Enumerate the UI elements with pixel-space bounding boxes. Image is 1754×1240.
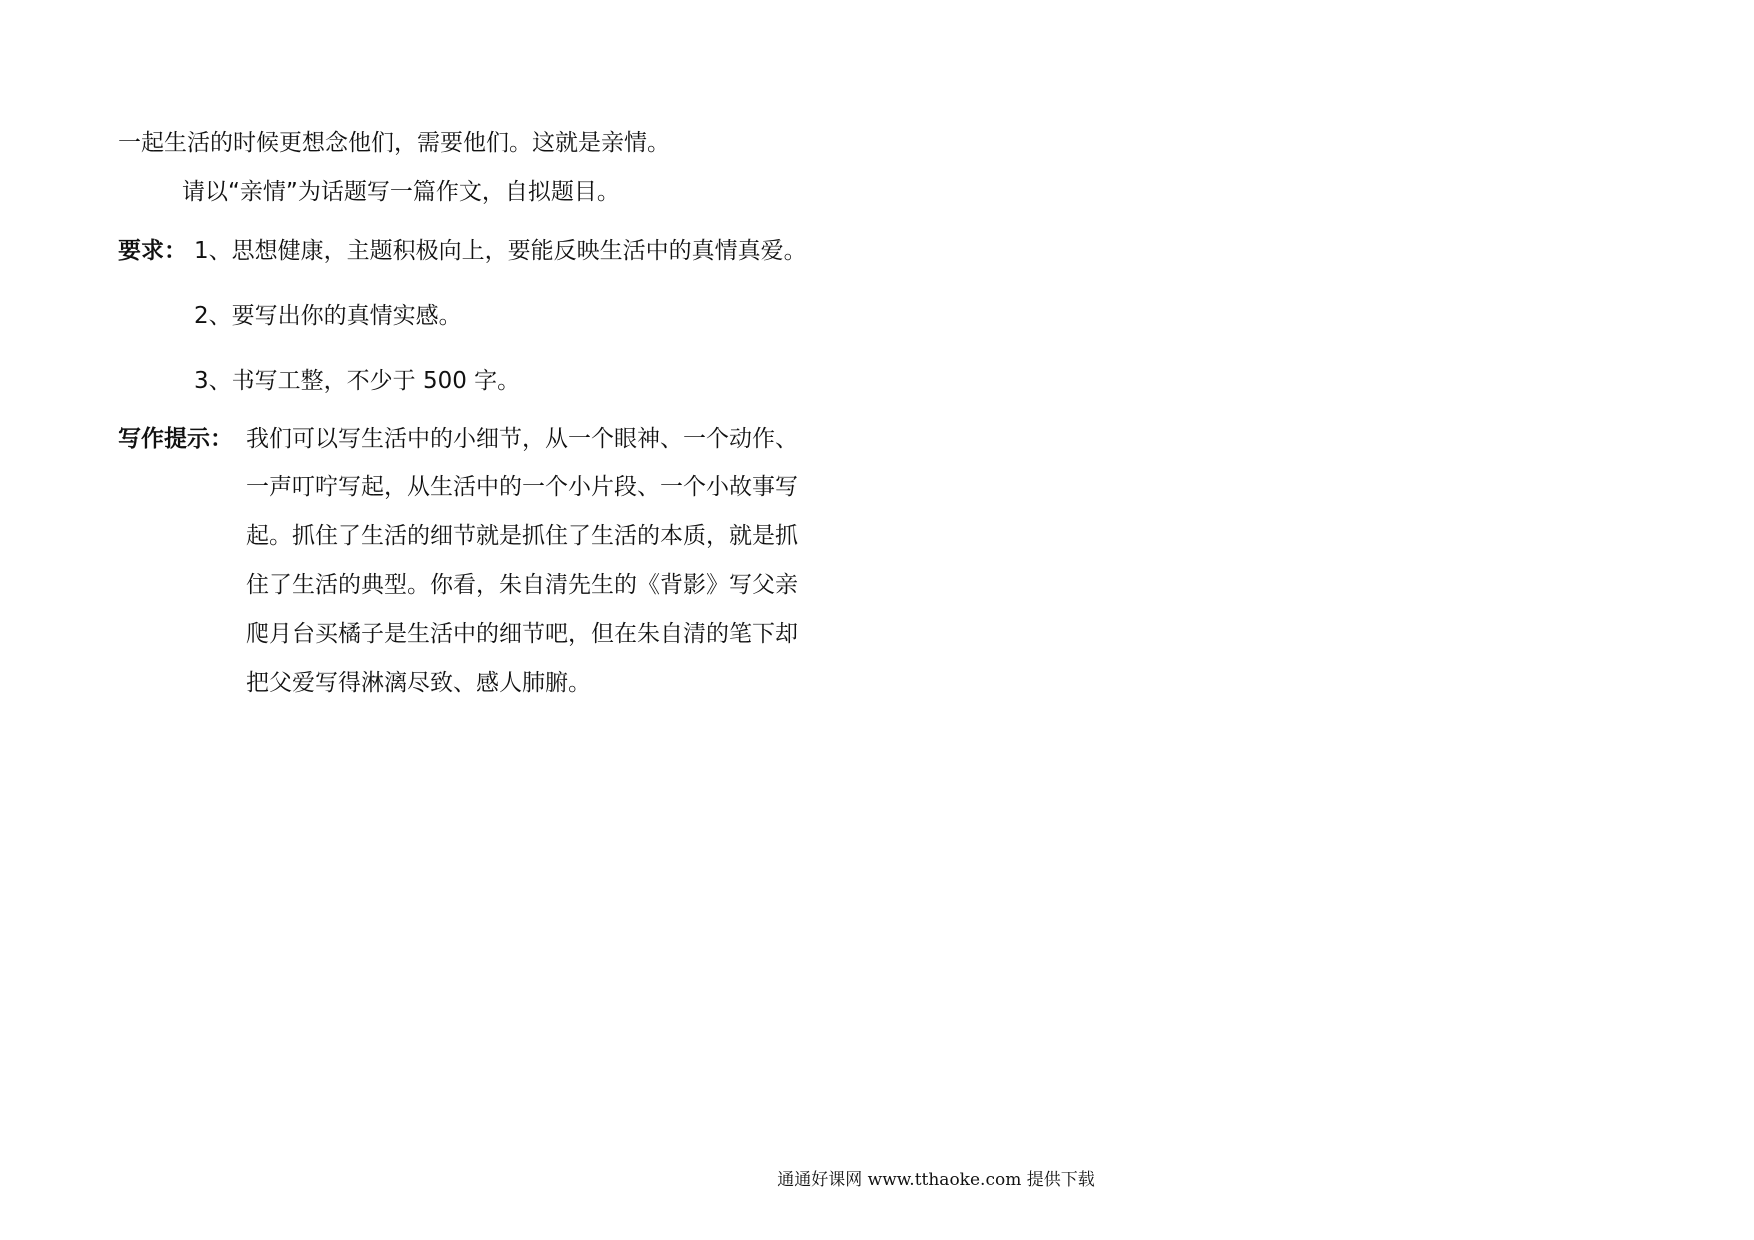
requirement-item: 3、书写工整，不少于 500 字。 [194, 368, 521, 394]
hint-line: 爬月台买橘子是生活中的细节吧，但在朱自清的笔下却 [246, 621, 798, 647]
hint-line: 一声叮咛写起，从生活中的一个小片段、一个小故事写 [246, 474, 798, 500]
hint-line: 起。抓住了生活的细节就是抓住了生活的本质，就是抓 [246, 523, 798, 549]
requirement-item: 1、思想健康，主题积极向上，要能反映生活中的真情真爱。 [194, 238, 807, 264]
hint-line: 住了生活的典型。你看，朱自清先生的《背影》写父亲 [246, 572, 798, 598]
requirements-label: 要求： [118, 238, 187, 264]
requirement-item: 2、要写出你的真情实感。 [194, 303, 462, 329]
prompt-line: 请以“亲情”为话题写一篇作文，自拟题目。 [182, 179, 620, 205]
hints-label: 写作提示： [118, 426, 233, 452]
footer-source: 通通好课网 www.tthaoke.com 提供下载 [777, 1170, 1095, 1190]
hint-line: 把父爱写得淋漓尽致、感人肺腑。 [246, 670, 591, 696]
hint-line: 我们可以写生活中的小细节，从一个眼神、一个动作、 [246, 426, 798, 452]
intro-line: 一起生活的时候更想念他们，需要他们。这就是亲情。 [118, 130, 670, 156]
